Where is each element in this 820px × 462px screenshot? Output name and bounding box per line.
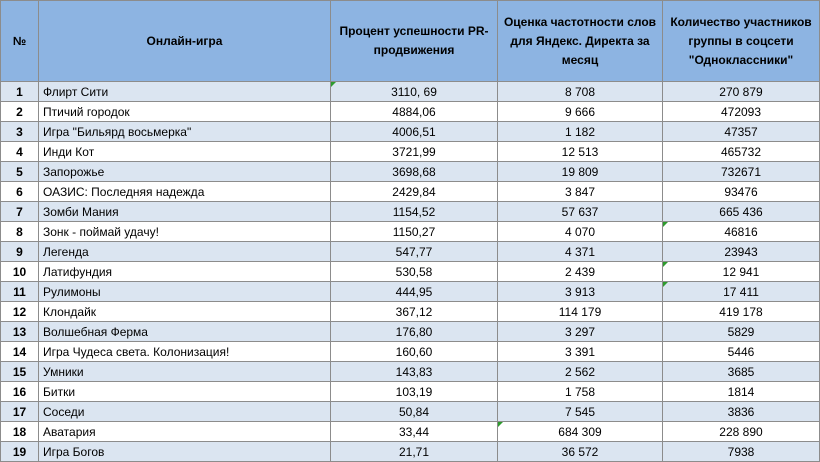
game-name-cell[interactable] [39,202,331,222]
table-row [1,382,820,402]
pr-percent-cell-text: 3698,68 [392,164,436,179]
yandex-frequency-cell[interactable] [498,442,663,462]
game-name-cell-text: Битки [43,384,76,399]
table-row [1,242,820,262]
yandex-frequency-cell[interactable] [498,422,663,442]
cell-indicator-icon [663,262,668,267]
ok-members-cell-text: 12 941 [722,264,760,279]
pr-percent-cell-text: 160,60 [395,344,433,359]
ok-members-cell[interactable] [663,422,820,442]
yandex-frequency-cell[interactable] [498,242,663,262]
pr-percent-cell-text: 1154,52 [392,204,436,219]
table-row [1,402,820,422]
pr-percent-cell-text: 176,80 [395,324,433,339]
pr-percent-cell-text: 2429,84 [392,184,436,199]
row-number-cell[interactable] [1,322,39,342]
pr-percent-cell-text: 367,12 [395,304,433,319]
row-number-cell-text: 11 [13,284,26,299]
yandex-frequency-cell[interactable] [498,222,663,242]
row-number-cell-text: 15 [12,364,27,379]
ok-members-cell[interactable] [663,282,820,302]
table-row [1,362,820,382]
table-body [1,82,820,462]
row-number-cell-text: 7 [16,204,23,219]
yandex-frequency-cell-text: 57 637 [561,204,599,219]
pr-percent-cell[interactable] [331,162,498,182]
row-number-cell-text: 10 [12,264,27,279]
pr-percent-cell[interactable] [331,102,498,122]
row-number-cell[interactable] [1,222,39,242]
yandex-frequency-cell-text: 2 439 [564,264,596,279]
game-name-cell-text: Игра Богов [43,444,105,459]
game-name-cell-text: Клондайк [43,304,97,319]
cell-indicator-icon [331,82,336,87]
ok-members-cell-text: 47357 [724,124,758,139]
ok-members-cell-text: 732671 [720,164,762,179]
game-name-cell[interactable] [39,322,331,342]
game-name-cell[interactable] [39,382,331,402]
yandex-frequency-cell-text: 19 809 [561,164,599,179]
yandex-frequency-cell[interactable] [498,282,663,302]
pr-percent-cell[interactable] [331,262,498,282]
yandex-frequency-cell-text: 4 070 [564,224,596,239]
yandex-frequency-cell-text: 684 309 [558,424,602,439]
row-number-cell-text: 13 [12,324,27,339]
ok-members-cell-text: 3685 [727,364,755,379]
ok-members-cell-text: 228 890 [719,424,763,439]
yandex-frequency-cell[interactable] [498,342,663,362]
ok-members-cell-text: 419 178 [719,304,763,319]
yandex-frequency-cell-text: 2 562 [564,364,596,379]
ok-members-cell-text: 472093 [720,104,762,119]
row-number-cell-text: 8 [16,224,23,239]
game-name-cell-text: Игра Чудеса света. Колонизация! [43,344,230,359]
game-name-cell-text: Флирт Сити [43,84,109,99]
game-name-cell[interactable] [39,422,331,442]
row-number-cell-text: 18 [12,424,27,439]
ok-members-cell-text: 7938 [727,444,755,459]
table-row [1,422,820,442]
ok-members-cell[interactable] [663,382,820,402]
pr-percent-cell[interactable] [331,402,498,422]
ok-members-cell-text: 23943 [724,244,758,259]
row-number-cell-text: 9 [16,244,23,259]
row-number-cell[interactable] [1,282,39,302]
row-number-cell[interactable] [1,242,39,262]
row-number-cell[interactable] [1,402,39,422]
ok-members-cell-text: 665 436 [719,204,763,219]
yandex-frequency-cell[interactable] [498,122,663,142]
row-number-cell[interactable] [1,162,39,182]
yandex-frequency-cell-text: 3 913 [564,284,596,299]
yandex-frequency-cell-text: 3 847 [564,184,596,199]
game-name-cell-text: Легенда [43,244,89,259]
pr-percent-cell-text: 3721,99 [392,144,436,159]
row-number-cell[interactable] [1,422,39,442]
yandex-frequency-cell[interactable] [498,382,663,402]
game-name-cell[interactable] [39,102,331,122]
pr-percent-cell-text: 50,84 [398,404,430,419]
pr-percent-cell[interactable] [331,282,498,302]
ok-members-cell-text: 270 879 [719,84,763,99]
pr-percent-cell-text: 21,71 [398,444,430,459]
yandex-frequency-cell[interactable] [498,82,663,102]
row-number-cell-text: 16 [12,384,27,399]
ok-members-cell[interactable] [663,442,820,462]
game-name-cell[interactable] [39,262,331,282]
header-yandex[interactable]: Оценка частотности слов для Яндекс. Директа за месяц [498,1,663,82]
row-number-cell-text: 1 [16,84,23,99]
game-name-cell-text: Зонк - поймай удачу! [43,224,159,239]
ok-members-cell-text: 93476 [724,184,758,199]
game-name-cell-text: Рулимоны [43,284,101,299]
pr-percent-cell-text: 1150,27 [392,224,436,239]
yandex-frequency-cell[interactable] [498,302,663,322]
pr-percent-cell[interactable] [331,202,498,222]
game-name-cell[interactable] [39,82,331,102]
ok-members-cell[interactable] [663,122,820,142]
yandex-frequency-cell[interactable] [498,402,663,422]
table-row [1,142,820,162]
table-row [1,202,820,222]
game-name-cell-text: Умники [43,364,84,379]
ok-members-cell-text: 46816 [724,224,758,239]
ok-members-cell-text: 5829 [727,324,755,339]
game-name-cell-text: Инди Кот [43,144,95,159]
yandex-frequency-cell[interactable] [498,182,663,202]
table-row [1,222,820,242]
game-name-cell[interactable] [39,142,331,162]
pr-percent-cell-text: 4884,06 [392,104,436,119]
ok-members-cell-text: 3836 [727,404,755,419]
yandex-frequency-cell-text: 8 708 [564,84,596,99]
ok-members-cell[interactable] [663,342,820,362]
yandex-frequency-cell[interactable] [498,142,663,162]
game-name-cell-text: Птичий городок [43,104,130,119]
row-number-cell[interactable] [1,202,39,222]
ok-members-cell-text: 1814 [727,384,755,399]
ok-members-cell-text: 5446 [727,344,755,359]
table-row [1,342,820,362]
ok-members-cell[interactable] [663,402,820,422]
yandex-frequency-cell-text: 3 391 [564,344,596,359]
pr-percent-cell[interactable] [331,182,498,202]
row-number-cell[interactable] [1,342,39,362]
header-pr[interactable]: Процент успешности PR-продвижения [331,1,498,82]
game-name-cell[interactable] [39,362,331,382]
row-number-cell-text: 14 [12,344,27,359]
row-number-cell[interactable] [1,182,39,202]
pr-percent-cell[interactable] [331,362,498,382]
table-row [1,162,820,182]
row-number-cell[interactable] [1,102,39,122]
pr-percent-cell-text: 547,77 [395,244,433,259]
game-name-cell[interactable] [39,182,331,202]
pr-percent-cell[interactable] [331,302,498,322]
yandex-frequency-cell-text: 3 297 [564,324,596,339]
game-name-cell-text: Соседи [43,404,85,419]
game-name-cell-text: Зомби Мания [43,204,119,219]
game-name-cell-text: Латифундия [43,264,113,279]
header-row [1,1,820,82]
row-number-cell-text: 12 [12,304,27,319]
pr-percent-cell[interactable] [331,442,498,462]
cell-indicator-icon [663,282,668,287]
row-number-cell-text: 2 [16,104,23,119]
pr-percent-cell[interactable] [331,222,498,242]
ok-members-cell[interactable] [663,322,820,342]
pr-percent-cell[interactable] [331,382,498,402]
game-name-cell[interactable] [39,222,331,242]
cell-indicator-icon [663,222,668,227]
yandex-frequency-cell-text: 114 179 [558,304,602,319]
game-name-cell[interactable] [39,282,331,302]
header-game[interactable]: Онлайн-игра [39,1,331,82]
table-row [1,322,820,342]
yandex-frequency-cell-text: 1 758 [564,384,596,399]
game-name-cell[interactable] [39,302,331,322]
ok-members-cell[interactable] [663,302,820,322]
pr-percent-cell[interactable] [331,342,498,362]
row-number-cell-text: 5 [16,164,23,179]
yandex-frequency-cell-text: 12 513 [561,144,599,159]
row-number-cell-text: 4 [16,144,23,159]
pr-percent-cell-text: 33,44 [398,424,430,439]
table-row [1,262,820,282]
yandex-frequency-cell[interactable] [498,162,663,182]
pr-percent-cell-text: 143,83 [395,364,433,379]
pr-percent-cell-text: 4006,51 [392,124,436,139]
game-name-cell[interactable] [39,242,331,262]
ok-members-cell[interactable] [663,222,820,242]
row-number-cell[interactable] [1,122,39,142]
ok-members-cell[interactable] [663,142,820,162]
ok-members-cell[interactable] [663,362,820,382]
table-row [1,302,820,322]
header-num[interactable]: № [1,1,39,82]
row-number-cell-text: 3 [16,124,23,139]
ok-members-cell[interactable] [663,102,820,122]
game-name-cell[interactable] [39,342,331,362]
pr-percent-cell[interactable] [331,322,498,342]
row-number-cell[interactable] [1,362,39,382]
pr-percent-cell[interactable] [331,82,498,102]
pr-percent-cell[interactable] [331,242,498,262]
table-row [1,102,820,122]
game-name-cell[interactable] [39,122,331,142]
row-number-cell[interactable] [1,302,39,322]
table-row [1,282,820,302]
ok-members-cell[interactable] [663,202,820,222]
yandex-frequency-cell-text: 9 666 [564,104,596,119]
table-row [1,182,820,202]
pr-percent-cell[interactable] [331,142,498,162]
game-name-cell-text: Аватария [43,424,96,439]
ok-members-cell[interactable] [663,262,820,282]
row-number-cell[interactable] [1,442,39,462]
row-number-cell[interactable] [1,82,39,102]
yandex-frequency-cell[interactable] [498,322,663,342]
table-row [1,122,820,142]
row-number-cell[interactable] [1,262,39,282]
pr-percent-cell-text: 530,58 [395,264,433,279]
ok-members-cell-text: 465732 [720,144,762,159]
pr-percent-cell-text: 103,19 [395,384,433,399]
row-number-cell[interactable] [1,382,39,402]
game-name-cell-text: Запорожье [43,164,105,179]
ok-members-cell[interactable] [663,182,820,202]
ok-members-cell[interactable] [663,162,820,182]
game-name-cell[interactable] [39,402,331,422]
yandex-frequency-cell-text: 1 182 [564,124,596,139]
pr-percent-cell-text: 3110, 69 [391,84,437,99]
yandex-frequency-cell[interactable] [498,362,663,382]
row-number-cell-text: 19 [12,444,27,459]
table-row [1,82,820,102]
yandex-frequency-cell[interactable] [498,202,663,222]
header-ok[interactable]: Количество участников группы в соцсети "Одноклассники" [663,1,820,82]
ok-members-cell[interactable] [663,82,820,102]
game-name-cell-text: Игра "Бильярд восьмерка" [43,124,192,139]
yandex-frequency-cell-text: 4 371 [564,244,596,259]
row-number-cell[interactable] [1,142,39,162]
pr-percent-cell[interactable] [331,122,498,142]
ok-members-cell[interactable] [663,242,820,262]
game-name-cell-text: ОАЗИС: Последняя надежда [43,184,205,199]
cell-indicator-icon [498,422,503,427]
yandex-frequency-cell[interactable] [498,262,663,282]
pr-percent-cell[interactable] [331,422,498,442]
game-name-cell[interactable] [39,442,331,462]
row-number-cell-text: 6 [16,184,23,199]
yandex-frequency-cell-text: 7 545 [564,404,596,419]
game-name-cell[interactable] [39,162,331,182]
yandex-frequency-cell[interactable] [498,102,663,122]
yandex-frequency-cell-text: 36 572 [561,444,599,459]
row-number-cell-text: 17 [12,404,27,419]
ok-members-cell-text: 17 411 [723,284,759,299]
table-row [1,442,820,462]
game-name-cell-text: Волшебная Ферма [43,324,148,339]
pr-percent-cell-text: 444,95 [395,284,433,299]
